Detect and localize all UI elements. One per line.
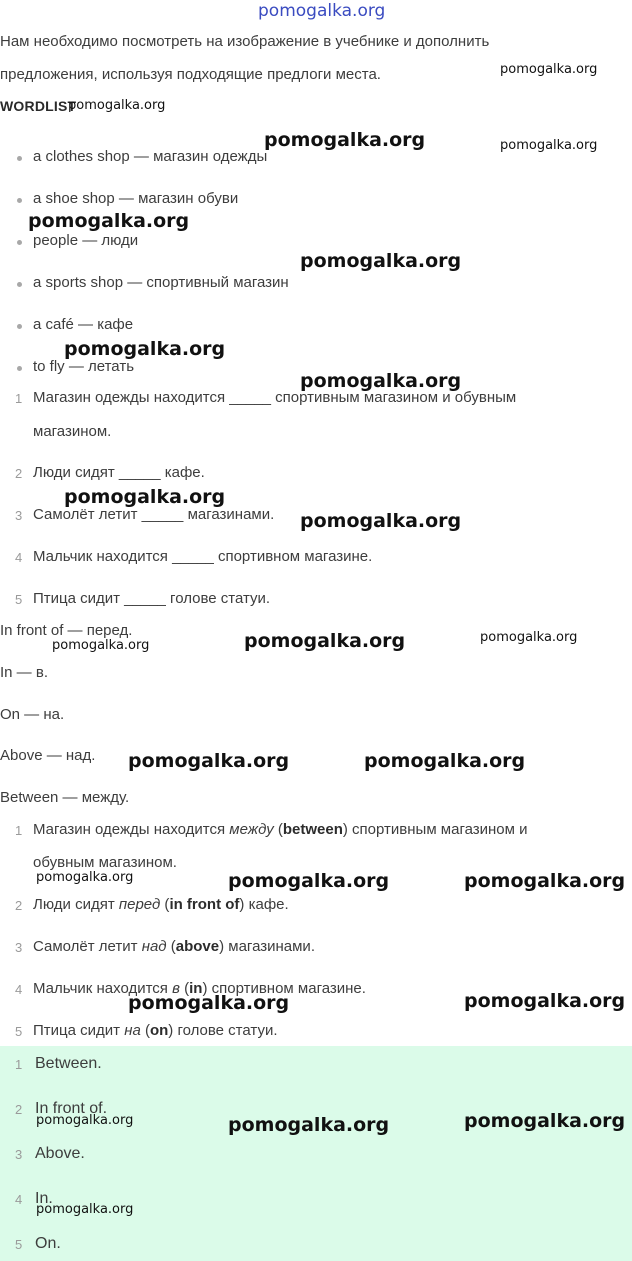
answer-text: In front of. xyxy=(35,1100,108,1117)
intro-line-1: Нам необходимо посмотреть на изображение в учебнике и дополнить xyxy=(0,33,490,50)
bullet-icon xyxy=(17,240,22,245)
intro-line-2: предложения, используя подходящие предлоги места. xyxy=(0,66,381,83)
task-text: Мальчик находится _____ спортивном магазине. xyxy=(33,548,373,565)
task-number: 3 xyxy=(15,508,23,523)
wordlist-item: people — люди xyxy=(33,232,139,249)
answer-text: On. xyxy=(35,1235,61,1252)
watermark: pomogalka.org xyxy=(464,870,626,892)
answers-panel xyxy=(0,1046,632,1261)
solution-text: Магазин одежды находится между (between) спортивным магазином и xyxy=(33,821,528,838)
watermark: pomogalka.org xyxy=(228,1114,390,1136)
watermark: pomogalka.org xyxy=(128,992,290,1014)
answer-text: Above. xyxy=(35,1145,85,1162)
wordlist-item: to fly — летать xyxy=(33,358,135,375)
watermark: pomogalka.org xyxy=(464,1110,626,1132)
solution-text: Люди сидят перед (in front of) кафе. xyxy=(33,896,289,913)
task-number: 2 xyxy=(15,466,23,481)
watermark: pomogalka.org xyxy=(300,510,462,532)
bullet-icon xyxy=(17,156,22,161)
watermark: pomogalka.org xyxy=(264,129,426,151)
watermark: pomogalka.org xyxy=(36,1202,134,1217)
solution-text: обувным магазином. xyxy=(33,854,177,871)
preposition-line: Between — между. xyxy=(0,789,130,806)
watermark: pomogalka.org xyxy=(64,338,226,360)
bullet-icon xyxy=(17,366,22,371)
bullet-icon xyxy=(17,198,22,203)
wordlist-item: a café — кафе xyxy=(33,316,134,333)
preposition-line: On — на. xyxy=(0,706,65,723)
solution-text: Птица сидит на (on) голове статуи. xyxy=(33,1022,278,1039)
watermark: pomogalka.org xyxy=(300,370,462,392)
solution-text: Самолёт летит над (above) магазинами. xyxy=(33,938,315,955)
preposition-line: In front of — перед. xyxy=(0,622,133,639)
watermark: pomogalka.org xyxy=(300,250,462,272)
watermark: pomogalka.org xyxy=(364,750,526,772)
solution-number: 3 xyxy=(15,940,23,955)
watermark: pomogalka.org xyxy=(500,62,598,77)
task-number: 5 xyxy=(15,592,23,607)
watermark: pomogalka.org xyxy=(36,1113,134,1128)
wordlist-heading: WORDLIST xyxy=(0,98,77,114)
bullet-icon xyxy=(17,324,22,329)
wordlist-item: a shoe shop — магазин обуви xyxy=(33,190,239,207)
task-number: 4 xyxy=(15,550,23,565)
watermark: pomogalka.org xyxy=(28,210,190,232)
task-text: Люди сидят _____ кафе. xyxy=(33,464,205,481)
answer-text: In. xyxy=(35,1190,53,1207)
watermark: pomogalka.org xyxy=(36,870,134,885)
answer-number: 5 xyxy=(15,1237,23,1252)
task-text: Птица сидит _____ голове статуи. xyxy=(33,590,271,607)
watermark: pomogalka.org xyxy=(64,486,226,508)
task-number: 1 xyxy=(15,391,23,406)
watermark: pomogalka.org xyxy=(500,138,598,153)
watermark: pomogalka.org xyxy=(52,638,150,653)
solution-number: 5 xyxy=(15,1024,23,1039)
answer-number: 2 xyxy=(15,1102,23,1117)
bullet-icon xyxy=(17,282,22,287)
solution-number: 1 xyxy=(15,823,23,838)
top-watermark: pomogalka.org xyxy=(258,1,386,21)
watermark: pomogalka.org xyxy=(464,990,626,1012)
solution-number: 2 xyxy=(15,898,23,913)
solution-number: 4 xyxy=(15,982,23,997)
watermark: pomogalka.org xyxy=(228,870,390,892)
wordlist-item: a clothes shop — магазин одежды xyxy=(33,148,268,165)
watermark: pomogalka.org xyxy=(480,630,578,645)
answer-number: 4 xyxy=(15,1192,23,1207)
watermark: pomogalka.org xyxy=(128,750,290,772)
watermark: pomogalka.org xyxy=(68,98,166,113)
answer-text: Between. xyxy=(35,1055,102,1072)
preposition-line: In — в. xyxy=(0,664,48,681)
answer-number: 3 xyxy=(15,1147,23,1162)
task-text: Магазин одежды находится _____ спортивным магазином и обувным xyxy=(33,389,517,406)
solution-text: Мальчик находится в (in) спортивном магазине. xyxy=(33,980,366,997)
task-text: магазином. xyxy=(33,423,112,440)
task-text: Самолёт летит _____ магазинами. xyxy=(33,506,275,523)
wordlist-item: a sports shop — спортивный магазин xyxy=(33,274,289,291)
answer-number: 1 xyxy=(15,1057,23,1072)
preposition-line: Above — над. xyxy=(0,747,96,764)
watermark: pomogalka.org xyxy=(244,630,406,652)
